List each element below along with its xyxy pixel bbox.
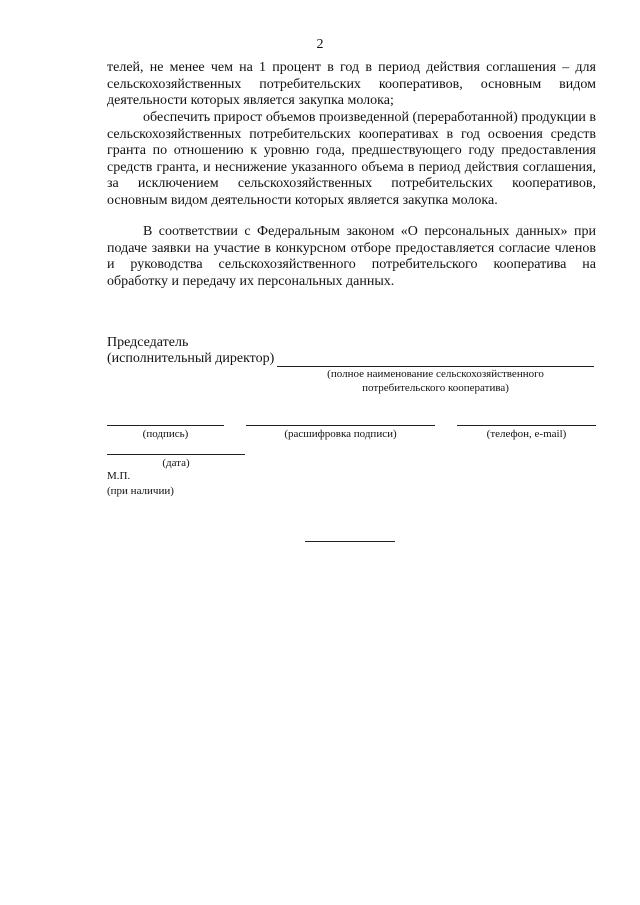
page-number: 2 — [316, 37, 324, 52]
stamp-note: (при наличии) — [107, 485, 174, 497]
closing-rule — [305, 541, 395, 542]
chairman-label: Председатель — [107, 335, 189, 350]
paragraph-1: телей, не менее чем на 1 процент в год в период действия соглашения – для сельскохозяйственных потребительских кооперативов, основным видом деятельности которых является закупка молока; — [107, 60, 596, 109]
decode-caption: (расшифровка подписи) — [284, 428, 397, 440]
org-caption-line1: (полное наименование сельскохозяйственного — [327, 368, 544, 380]
date-caption: (дата) — [162, 457, 190, 469]
signature-line — [107, 425, 224, 426]
paragraph-2: обеспечить прирост объемов произведенной (переработанной) продукции в сельскохозяйственных потребительских кооперативах в год освоения средств гранта по отношению к уровню года, предшествующего году предоставления средств гранта, и неснижение указанного объема в период действия соглашения, за исключением сельскохозяйственных потребительских кооперативов, основным видом деятельности которых является закупка молока. — [107, 110, 596, 208]
org-caption-line2: потребительского кооператива) — [362, 382, 509, 394]
sign-caption: (подпись) — [142, 428, 189, 440]
date-line — [107, 454, 245, 455]
org-name-line — [277, 366, 594, 367]
phone-line — [457, 425, 596, 426]
decode-line — [246, 425, 435, 426]
paragraph-3: В соответствии с Федеральным законом «О персональных данных» при подаче заявки на участие в конкурсном отборе предоставляется согласие членов и руководства сельскохозяйственного потребительского кооператива на обработку и передачу их персональных данных. — [107, 224, 596, 289]
phone-caption: (телефон, e-mail) — [486, 428, 567, 440]
executive-label: (исполнительный директор) — [107, 351, 275, 366]
stamp-label: М.П. — [107, 470, 131, 482]
